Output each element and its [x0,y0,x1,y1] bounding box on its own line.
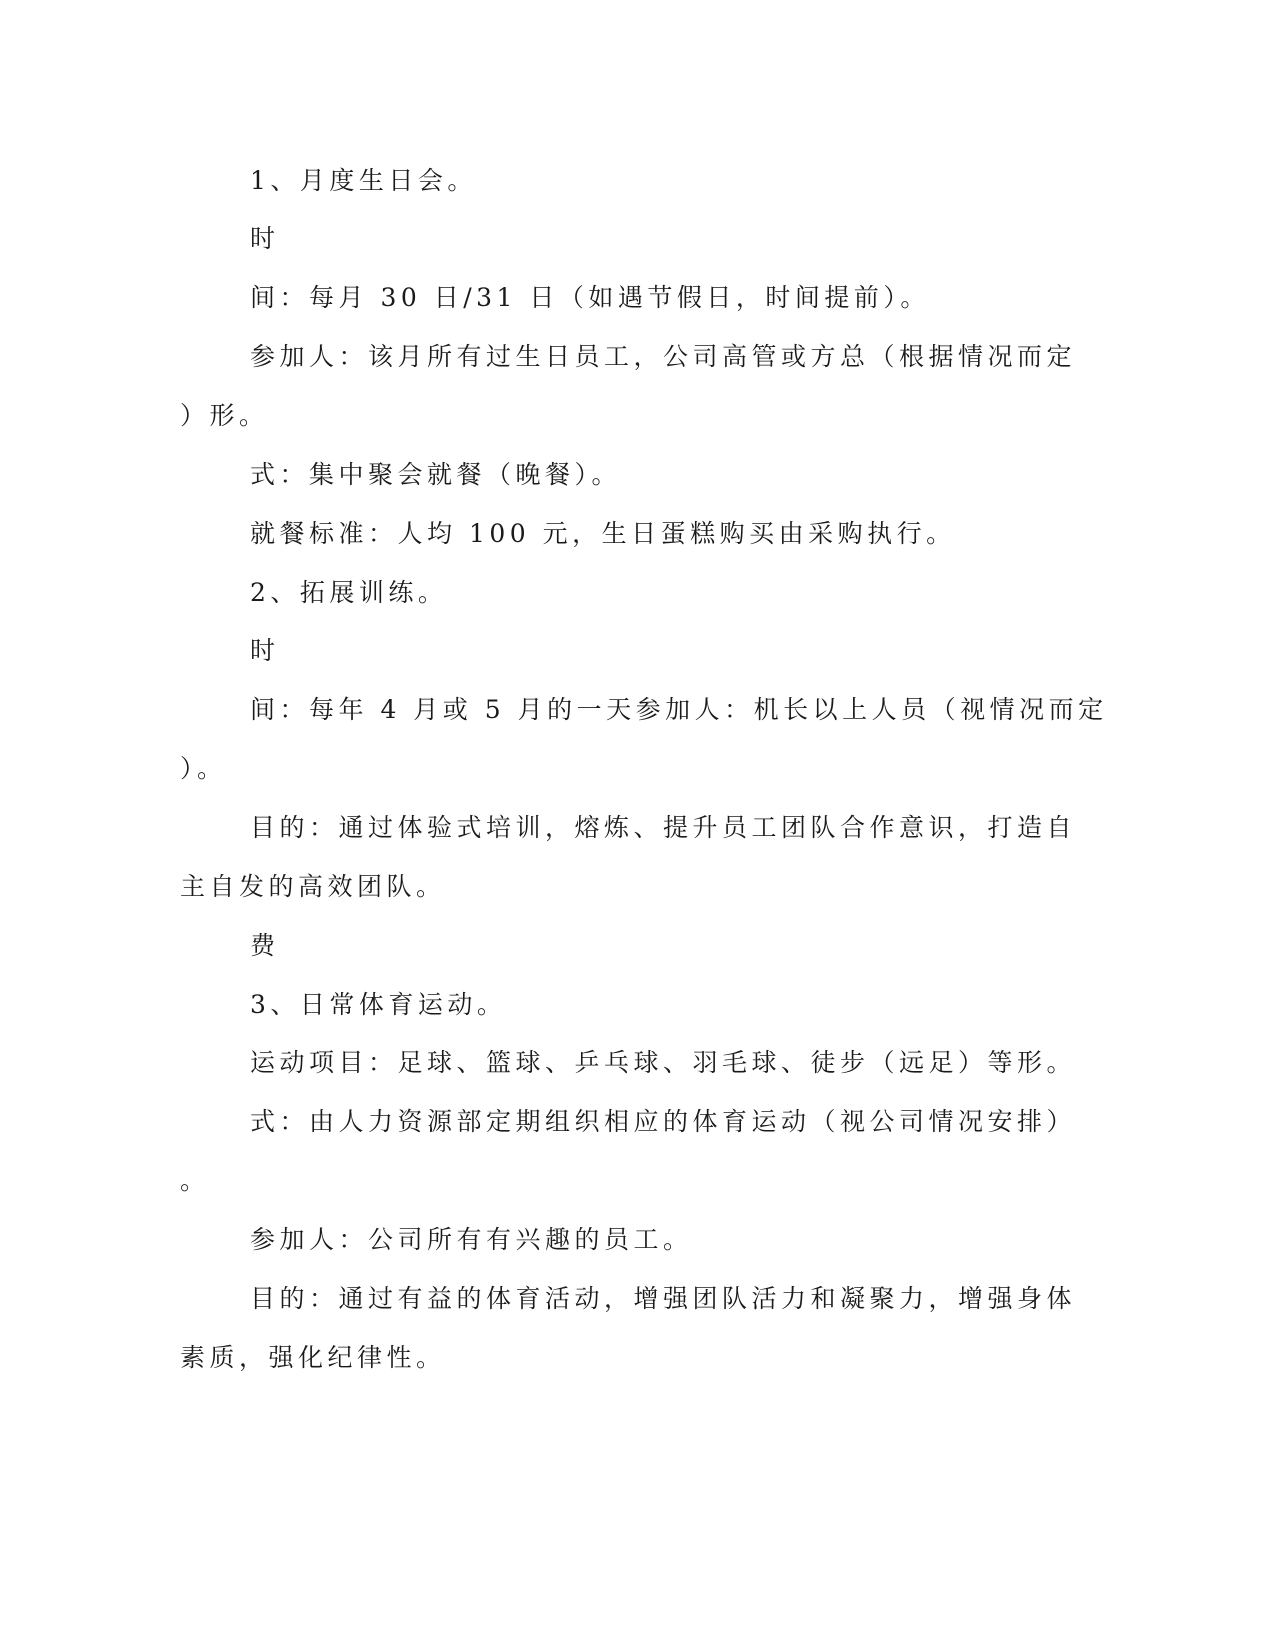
text-line: 费 [250,931,280,960]
heading-outward-training: 2、拓展训练。 [250,578,448,607]
text-line: 间：每年 4 月或 5 月的一天参加人：机长以上人员（视情况而定 [250,695,1108,724]
heading-birthday-party: 1、月度生日会。 [250,166,477,195]
text-line: 主自发的高效团队。 [180,872,446,901]
text-line: 间：每月 30 日/31 日（如遇节假日，时间提前）。 [250,283,930,312]
text-line: 式：集中聚会就餐（晚餐）。 [250,460,622,489]
text-line: 时 [250,224,280,253]
text-line: 运动项目：足球、篮球、乒乓球、羽毛球、徒步（远足）等形。 [250,1048,1077,1077]
text-line: ）形。 [180,401,269,430]
text-line: 目的：通过体验式培训，熔炼、提升员工团队合作意识，打造自 [250,813,1077,842]
text-line: 目的：通过有益的体育活动，增强团队活力和凝聚力，增强身体 [250,1284,1077,1313]
text-line: 就餐标准：人均 100 元，生日蛋糕购买由采购执行。 [250,519,956,548]
text-line: ）。 [180,754,227,783]
text-line: 参加人：该月所有过生日员工，公司高管或方总（根据情况而定 [250,342,1077,371]
text-line: 参加人：公司所有有兴趣的员工。 [250,1225,693,1254]
text-line: 素质，强化纪律性。 [180,1343,446,1372]
text-line: 时 [250,636,280,665]
text-line: 式：由人力资源部定期组织相应的体育运动（视公司情况安排） [250,1107,1077,1136]
text-line: 。 [180,1166,210,1195]
heading-daily-sports: 3、日常体育运动。 [250,990,507,1019]
